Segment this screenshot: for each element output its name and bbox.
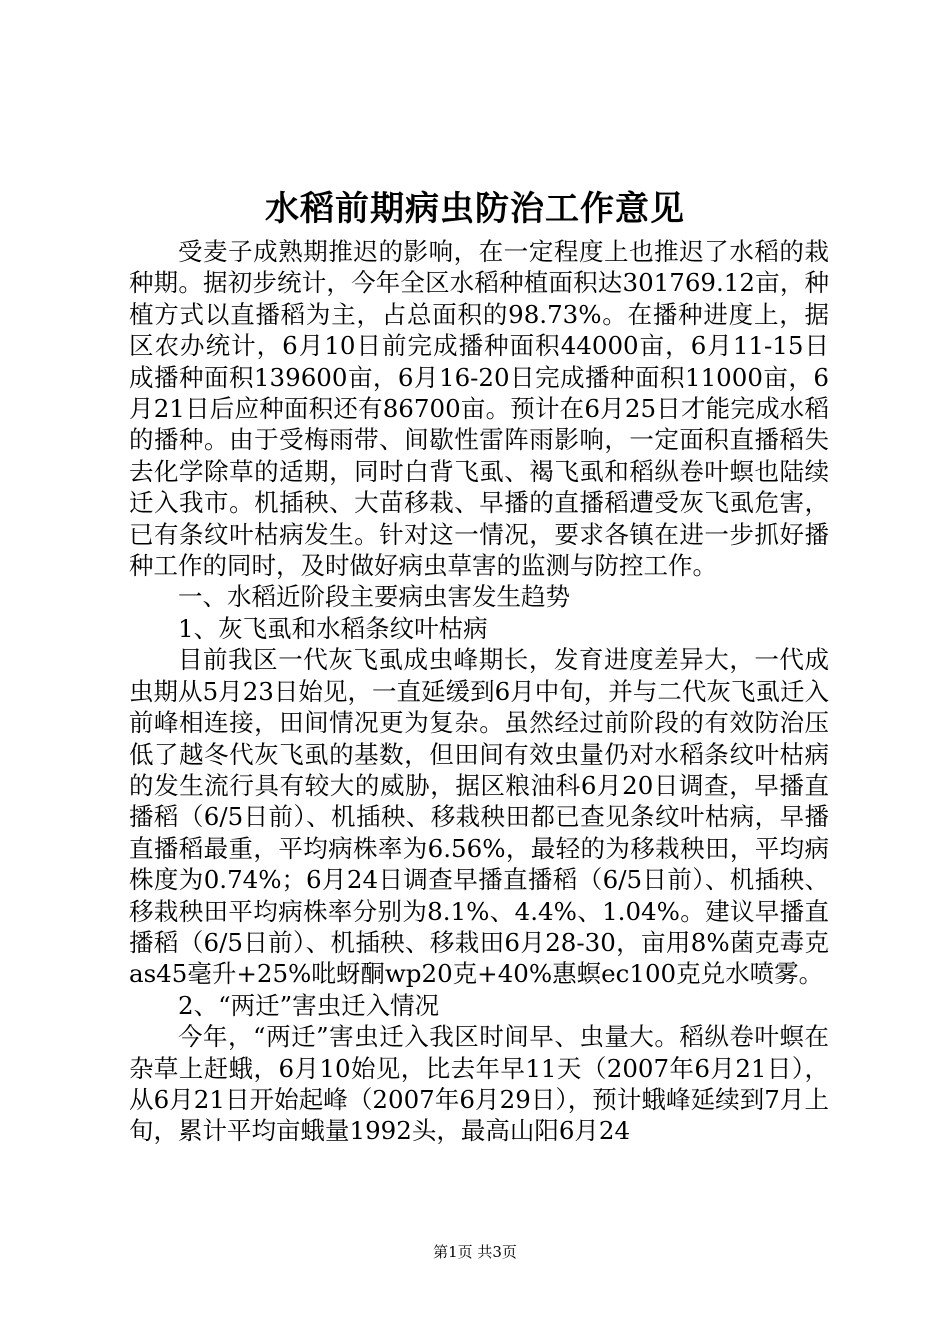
document-body [129,236,829,1147]
section-heading: 一、水稻近阶段主要病虫害发生趋势 [178,582,570,612]
body-paragraph: 今年，“两迁”害虫迁入我区时间早、虫量大。稻纵卷叶螟在杂草上赶蛾，6月10始见，比去年早11天（2007年6月21日），从6月21日开始起峰（2007年6月29日），预计蛾峰延续到7月上旬，累计平均亩蛾量1992头，最高山阳6月24 [129,1022,829,1146]
intro-paragraph: 受麦子成熟期推迟的影响，在一定程度上也推迟了水稻的栽种期。据初步统计，今年全区水稻种植面积达301769.12亩，种植方式以直播稻为主，占总面积的98.73%。在播种进度上，据区农办统计，6月10日前完成播种面积44000亩，6月11-15日成播种面积139600亩，6月16-20日完成播种面积11000亩，6月21日后应种面积还有86700亩。预计在6月25日才能完成水稻的播种。由于受梅雨带、间歇性雷阵雨影响，一定面积直播稻失去化学除草的适期，同时白背飞虱、褐飞虱和稻纵卷叶螟也陆续迁入我市。机插秧、大苗移栽、早播的直播稻遭受灰飞虱危害，已有条纹叶枯病发生。针对这一情况，要求各镇在进一步抓好播种工作的同时，及时做好病虫草害的监测与防控工作。 [129,237,829,581]
body-paragraph: 目前我区一代灰飞虱成虫峰期长，发育进度差异大，一代成虫期从5月23日始见，一直延缓到6月中旬，并与二代灰飞虱迁入前峰相连接，田间情况更为复杂。虽然经过前阶段的有效防治压低了越冬代灰飞虱的基数，但田间有效虫量仍对水稻条纹叶枯病的发生流行具有较大的威胁，据区粮油科6月20日调查，早播直播稻（6/5日前）、机插秧、移栽秧田都已查见条纹叶枯病，早播直播稻最重，平均病株率为6.56%，最轻的为移栽秧田，平均病株度为0.74%；6月24日调查早播直播稻（6/5日前）、机插秧、移栽秧田平均病株率分别为8.1%、4.4%、1.04%。建议早播直播稻（6/5日前）、机插秧、移栽田6月28-30，亩用8%菌克毒克as45毫升+25%吡蚜酮wp20克+40%惠螟ec100克兑水喷雾。 [129,645,829,989]
subsection-heading: 1、灰飞虱和水稻条纹叶枯病 [178,613,488,643]
document-title: 水稻前期病虫防治工作意见 [265,189,685,229]
subsection-heading: 2、“两迁”害虫迁入情况 [178,990,440,1020]
page-footer: 第1页 共3页 [433,1243,517,1261]
